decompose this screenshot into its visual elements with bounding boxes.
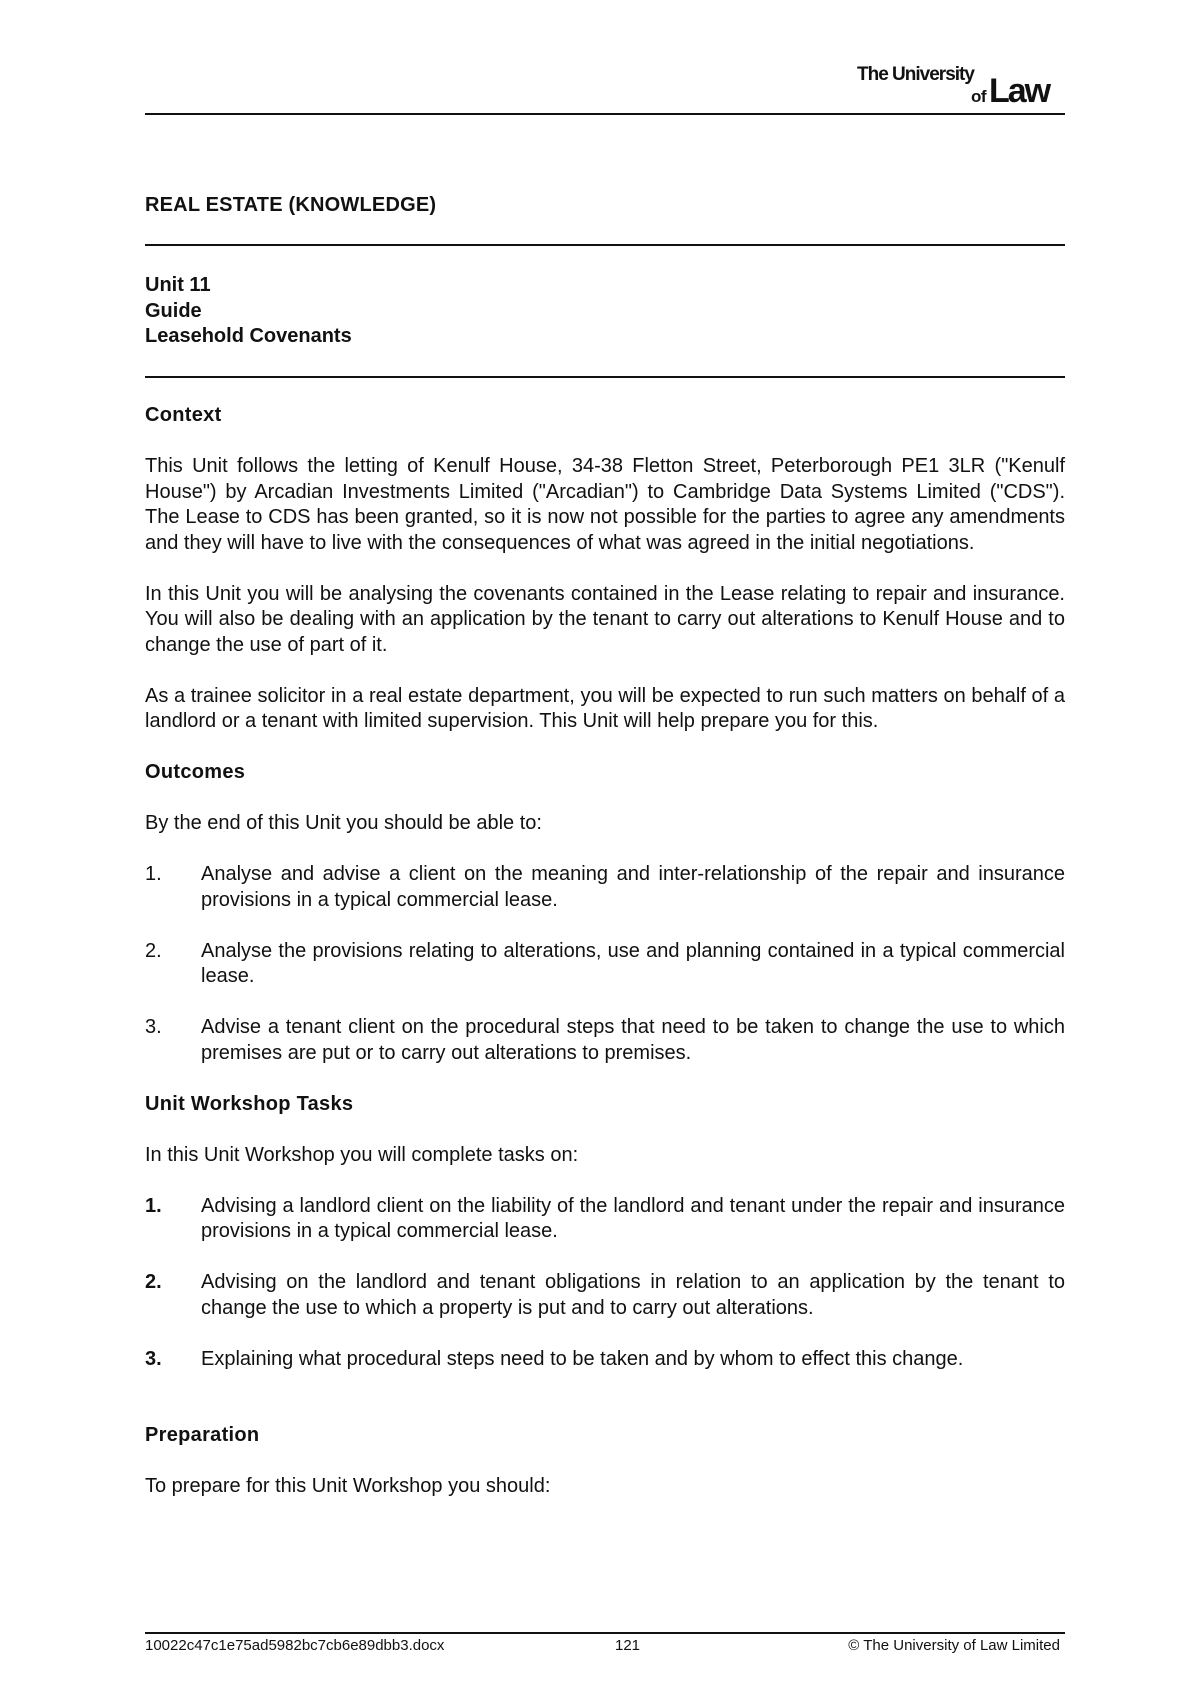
footer-page-number: 121 [615,1637,641,1654]
svg-text:of: of [971,87,987,106]
workshop-task-item [145,1194,1065,1245]
context-section [145,403,1065,735]
workshop-task-text: Explaining what procedural steps need to be taken and by whom to effect this change. [201,1347,964,1370]
unit-divider [145,376,1065,378]
outcome-item [145,862,1065,913]
context-paragraph: This Unit follows the letting of Kenulf House, 34-38 Fletton Street, Peterborough PE1 3LR ("Kenulf House") by Arcadian Investments Limited ("Arcadian") to Cambridge Data Systems Limited ("CDS"). The Lease to CDS has been granted, so it is now not possible for the parties to agree any amendments and they will have to live with the consequences of what was agreed in the initial negotiations. [145,455,1065,554]
course-title: REAL ESTATE (KNOWLEDGE) [145,194,437,216]
workshop-intro: In this Unit Workshop you will complete tasks on: [145,1143,579,1166]
outcome-number: 2. [145,939,162,962]
outcome-item [145,1015,1065,1066]
header-divider [145,113,1065,115]
preparation-heading: Preparation [145,1424,260,1446]
unit-number: Unit 11 [145,274,211,296]
university-of-law-logo [855,62,1065,108]
workshop-task-item [145,1270,1065,1321]
outcome-number: 3. [145,1016,162,1038]
workshop-task-text: Advising on the landlord and tenant obligations in relation to an application by the tenant to change the use to which a property is put and to carry out alterations. [201,1271,1065,1319]
outcome-text: Analyse and advise a client on the meaning and inter-relationship of the repair and insurance provisions in a typical commercial lease. [201,863,1065,911]
unit-heading-block [145,273,352,350]
outcomes-intro: By the end of this Unit you should be able to: [145,812,542,834]
svg-text:The University: The University [857,64,974,85]
workshop-heading: Unit Workshop Tasks [145,1092,354,1115]
svg-text:Law: Law [989,72,1050,108]
footer-filename: 10022c47c1e75ad5982bc7cb6e89dbb3.docx [145,1637,445,1654]
workshop-task-item [145,1347,1065,1373]
context-paragraph: In this Unit you will be analysing the covenants contained in the Lease relating to repair and insurance. You will also be dealing with an application by the tenant to carry out alterations to Kenulf House and to change the use of part of it. [145,582,1065,656]
preparation-section [145,1423,1065,1500]
unit-title: Leasehold Covenants [145,325,352,347]
section-spacer [145,1398,1065,1424]
context-heading: Context [145,404,222,426]
workshop-task-number: 3. [145,1347,162,1370]
footer-divider [145,1632,1065,1634]
document-body [145,403,1065,1525]
context-paragraph: As a trainee solicitor in a real estate department, you will be expected to run such matters on behalf of a landlord or a tenant with limited supervision. This Unit will help prepare you for this. [145,684,1065,732]
unit-type: Guide [145,299,202,322]
outcome-text: Advise a tenant client on the procedural steps that need to be taken to change the use to which premises are put or to carry out alterations to premises. [201,1016,1065,1064]
document-page [145,0,1065,1698]
outcome-text: Analyse the provisions relating to alterations, use and planning contained in a typical commercial lease. [201,939,1065,987]
workshop-task-number: 2. [145,1271,162,1293]
outcome-number: 1. [145,863,162,885]
title-divider [145,244,1065,246]
footer-copyright: © The University of Law Limited [848,1637,1060,1654]
outcome-item [145,939,1065,990]
outcomes-heading: Outcomes [145,761,246,783]
workshop-task-number: 1. [145,1194,162,1217]
outcomes-section [145,760,1065,1066]
workshop-task-text: Advising a landlord client on the liability of the landlord and tenant under the repair and insurance provisions in a typical commercial lease. [201,1194,1065,1242]
preparation-intro: To prepare for this Unit Workshop you should: [145,1475,551,1497]
workshop-section [145,1092,1065,1373]
